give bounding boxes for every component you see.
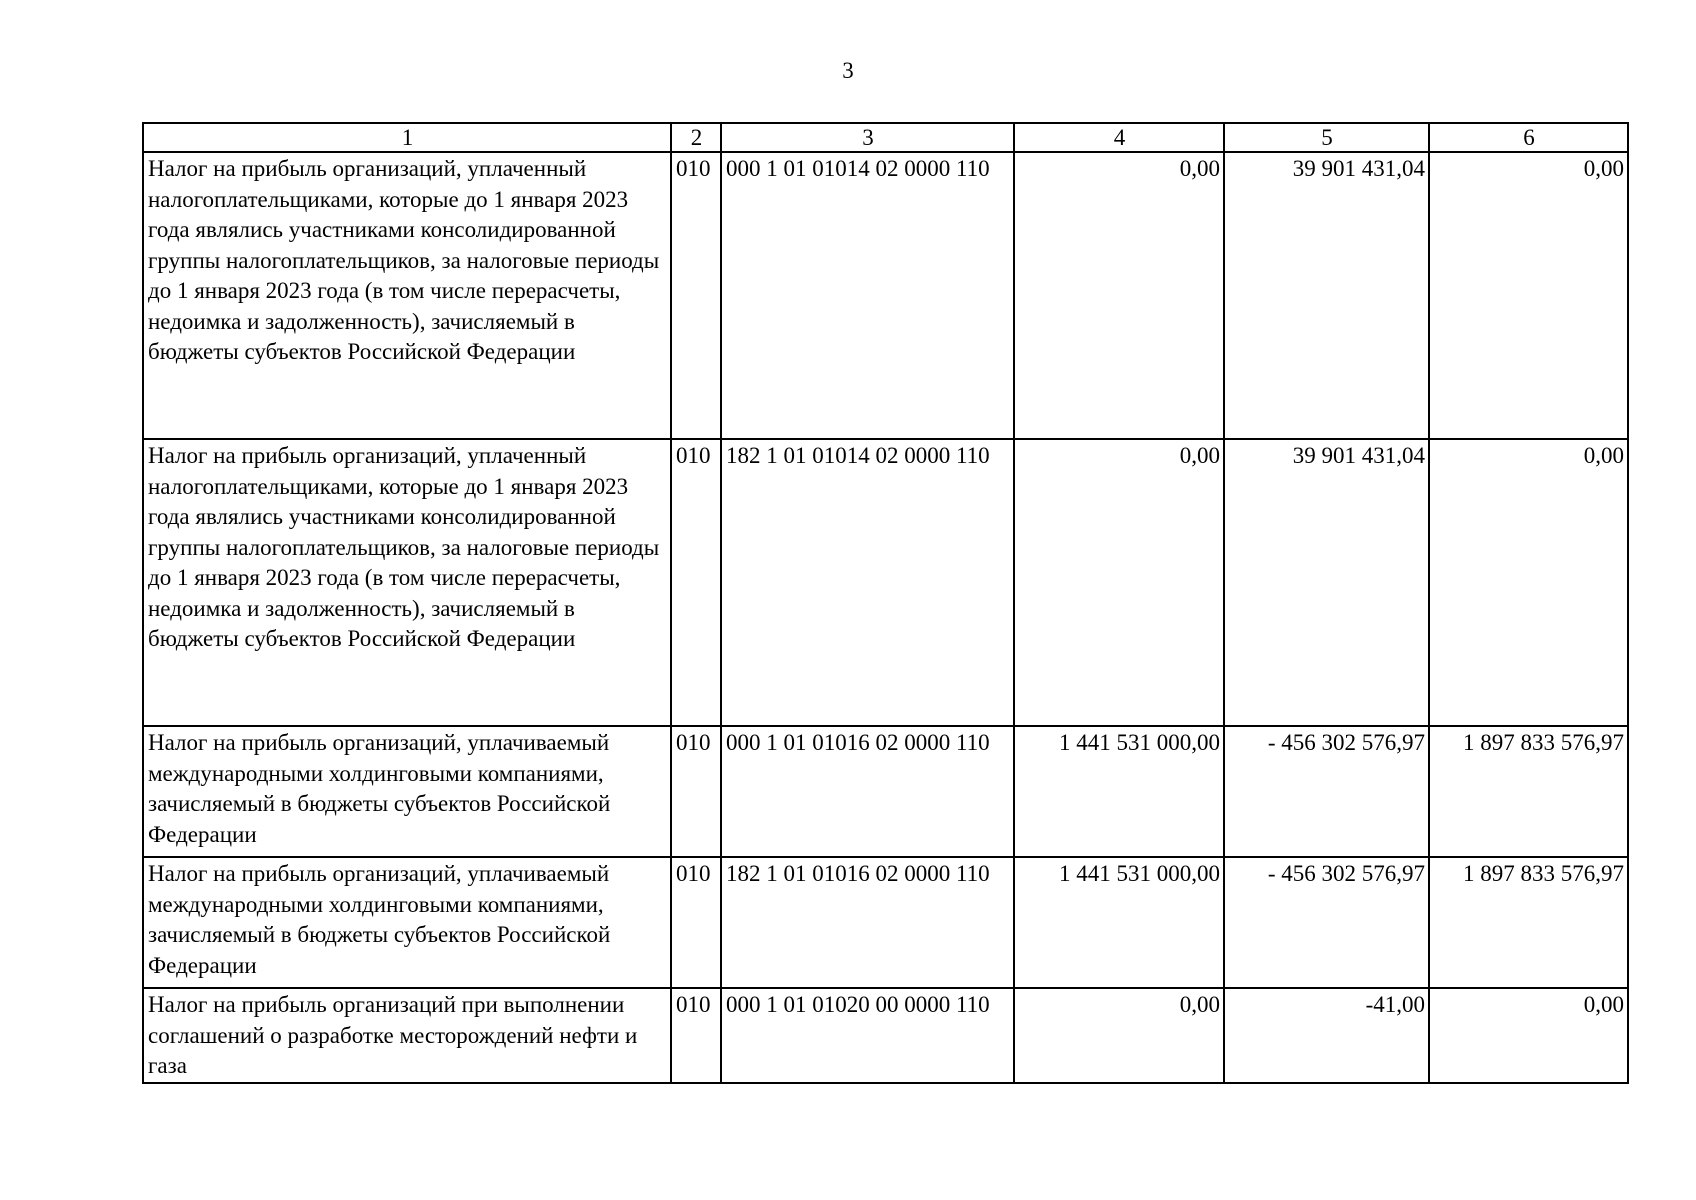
row-value-col4: 0,00 [1014,988,1224,1083]
row-budget-code: 182 1 01 01016 02 0000 110 [721,857,1014,988]
table-header-row [143,123,1628,152]
table-row [143,152,1628,439]
column-header-3: 3 [721,123,1014,152]
page-number: 3 [842,58,854,83]
row-line-code: 010 [671,726,721,857]
row-value-col4: 1 441 531 000,00 [1014,857,1224,988]
table-row [143,726,1628,857]
row-value-col5: - 456 302 576,97 [1224,726,1429,857]
column-header-4: 4 [1014,123,1224,152]
row-name: Налог на прибыль организаций, уплачиваемый международными холдинговыми компаниями, зачисляемый в бюджеты субъектов Российской Федерации [143,726,671,857]
row-budget-code: 000 1 01 01020 00 0000 110 [721,988,1014,1083]
row-value-col4: 0,00 [1014,152,1224,439]
row-line-code: 010 [671,152,721,439]
row-value-col5: - 456 302 576,97 [1224,857,1429,988]
row-value-col6: 1 897 833 576,97 [1429,726,1628,857]
row-name: Налог на прибыль организаций, уплаченный налогоплательщиками, которые до 1 января 2023 года являлись участниками консолидированной группы налогоплательщиков, за налоговые периоды до 1 января 2023 года (в том числе перерасчеты, недоимка и задолженность), зачисляемый в бюджеты субъектов Российской Федерации [143,439,671,726]
row-value-col6: 0,00 [1429,439,1628,726]
row-value-col4: 0,00 [1014,439,1224,726]
row-value-col5: 39 901 431,04 [1224,152,1429,439]
row-line-code: 010 [671,857,721,988]
column-header-1: 1 [143,123,671,152]
row-value-col6: 1 897 833 576,97 [1429,857,1628,988]
row-value-col6: 0,00 [1429,988,1628,1083]
row-value-col6: 0,00 [1429,152,1628,439]
table-row [143,988,1628,1083]
column-header-5: 5 [1224,123,1429,152]
row-value-col5: -41,00 [1224,988,1429,1083]
row-name: Налог на прибыль организаций при выполнении соглашений о разработке месторождений нефти и газа [143,988,671,1083]
row-budget-code: 182 1 01 01014 02 0000 110 [721,439,1014,726]
row-budget-code: 000 1 01 01016 02 0000 110 [721,726,1014,857]
row-name: Налог на прибыль организаций, уплаченный налогоплательщиками, которые до 1 января 2023 года являлись участниками консолидированной группы налогоплательщиков, за налоговые периоды до 1 января 2023 года (в том числе перерасчеты, недоимка и задолженность), зачисляемый в бюджеты субъектов Российской Федерации [143,152,671,439]
row-value-col4: 1 441 531 000,00 [1014,726,1224,857]
column-header-6: 6 [1429,123,1628,152]
table-row [143,439,1628,726]
row-line-code: 010 [671,988,721,1083]
row-line-code: 010 [671,439,721,726]
row-budget-code: 000 1 01 01014 02 0000 110 [721,152,1014,439]
table-row [143,857,1628,988]
revenue-table [142,122,1629,1084]
row-value-col5: 39 901 431,04 [1224,439,1429,726]
row-name: Налог на прибыль организаций, уплачиваемый международными холдинговыми компаниями, зачисляемый в бюджеты субъектов Российской Федерации [143,857,671,988]
column-header-2: 2 [671,123,721,152]
